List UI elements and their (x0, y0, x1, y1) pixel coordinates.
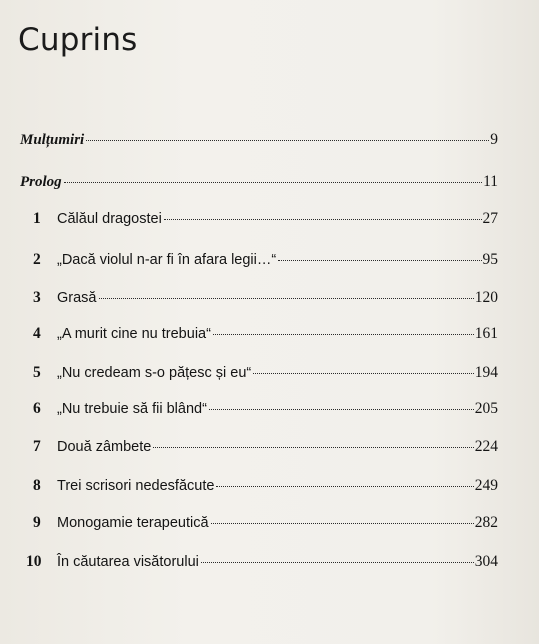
dot-leader (213, 334, 474, 335)
dot-leader (209, 409, 474, 410)
chapter-number: 2 (33, 251, 41, 268)
dot-leader (64, 182, 482, 183)
dot-leader (164, 219, 482, 220)
chapter-page: 27 (482, 210, 498, 227)
toc-entry-page: 9 (490, 131, 498, 148)
chapter-number: 9 (33, 514, 41, 531)
dot-leader (216, 486, 473, 487)
toc-chapter-7[interactable] (33, 438, 498, 462)
chapter-page: 194 (474, 364, 498, 381)
chapter-page: 95 (482, 251, 498, 268)
chapter-title: „Nu trebuie să fii blând“ (57, 401, 207, 417)
toc-chapter-8[interactable] (33, 477, 498, 501)
chapter-title: Trei scrisori nedesfăcute (57, 478, 215, 494)
chapter-number: 4 (33, 325, 41, 342)
chapter-page: 304 (474, 553, 498, 570)
toc-entry-prologue[interactable] (20, 173, 498, 197)
chapter-page: 161 (474, 325, 498, 342)
toc-chapter-2[interactable] (33, 251, 498, 275)
dot-leader (211, 523, 474, 524)
dot-leader (201, 562, 474, 563)
page-title: Cuprins (18, 22, 138, 58)
dot-leader (253, 373, 474, 374)
chapter-number: 10 (26, 553, 42, 570)
chapter-title: Călăul dragostei (57, 211, 162, 227)
chapter-number: 5 (33, 364, 41, 381)
chapter-title: „Dacă violul n-ar fi în afara legii…“ (57, 252, 277, 268)
chapter-title: „A murit cine nu trebuia“ (57, 326, 211, 342)
chapter-page: 249 (474, 477, 498, 494)
chapter-number: 6 (33, 400, 41, 417)
toc-chapter-4[interactable] (33, 325, 498, 349)
chapter-title: În căutarea visătorului (57, 554, 199, 570)
dot-leader (99, 298, 474, 299)
chapter-page: 205 (474, 400, 498, 417)
chapter-title: Monogamie terapeutică (57, 515, 209, 531)
toc-chapter-3[interactable] (33, 289, 498, 313)
chapter-number: 8 (33, 477, 41, 494)
dot-leader (278, 260, 481, 261)
chapter-number: 7 (33, 438, 41, 455)
toc-chapter-9[interactable] (33, 514, 498, 538)
chapter-page: 224 (474, 438, 498, 455)
toc-entry-page: 11 (483, 173, 498, 190)
toc-entry-acknowledgements[interactable] (20, 131, 498, 155)
dot-leader (86, 140, 489, 141)
toc-chapter-6[interactable] (33, 400, 498, 424)
chapter-number: 3 (33, 289, 41, 306)
toc-chapter-5[interactable] (33, 364, 498, 388)
toc-chapter-10[interactable] (26, 553, 498, 577)
chapter-title: Două zâmbete (57, 439, 152, 455)
toc-entry-label: Mulțumiri (20, 132, 85, 148)
chapter-title: Grasă (57, 290, 97, 306)
chapter-page: 282 (474, 514, 498, 531)
dot-leader (153, 447, 473, 448)
toc-entry-label: Prolog (20, 174, 62, 190)
chapter-page: 120 (474, 289, 498, 306)
chapter-number: 1 (33, 210, 41, 227)
toc-chapter-1[interactable] (33, 210, 498, 234)
chapter-title: „Nu credeam s-o pățesc și eu“ (57, 365, 252, 381)
